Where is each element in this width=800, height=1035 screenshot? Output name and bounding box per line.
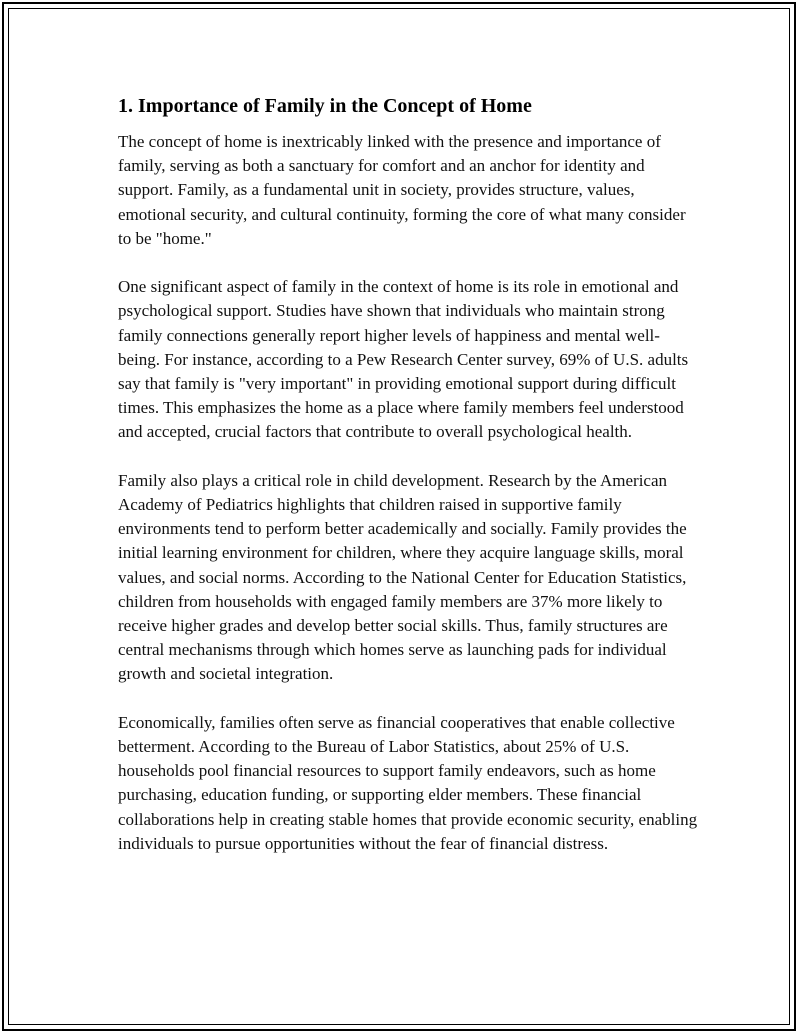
paragraph-child-development: Family also plays a critical role in child development. Research by the American Academy of Pediatrics highlights that children raised in supportive family environments tend to perform better academically and socially. Family provides the initial learning environment for children, where they acquire language skills, moral values, and social norms. According to the National Center for Education Statistics, children from households with engaged family members are 37% more likely to receive higher grades and develop better social skills. Thus, family structures are central mechanisms through which homes serve as launching pads for individual growth and societal integration. bbox=[118, 470, 687, 684]
document-body bbox=[118, 93, 698, 880]
paragraph-emotional-support: One significant aspect of family in the context of home is its role in emotional and psychological support. Studies have shown that individuals who maintain strong family connections generally report higher levels of happiness and mental well-being. For instance, according to a Pew Research Center survey, 69% of U.S. adults say that family is "very important" in providing emotional support during difficult times. This emphasizes the home as a place where family members feel understood and accepted, crucial factors that contribute to overall psychological health. bbox=[118, 277, 689, 442]
section-heading: 1. Importance of Family in the Concept of Home bbox=[118, 95, 532, 117]
paragraph-economic: Economically, families often serve as financial cooperatives that enable collective betterment. According to the Bureau of Labor Statistics, about 25% of U.S. households pool financial resources to support family endeavors, such as home purchasing, education funding, or supporting elder members. These financial collaborations help in creating stable homes that provide economic security, enabling individuals to pursue opportunities without the fear of financial distress. bbox=[118, 712, 698, 853]
paragraph-intro: The concept of home is inextricably linked with the presence and importance of family, serving as both a sanctuary for comfort and an anchor for identity and support. Family, as a fundamental unit in society, provides structure, values, emotional security, and cultural continuity, forming the core of what many consider to be "home." bbox=[118, 132, 686, 248]
